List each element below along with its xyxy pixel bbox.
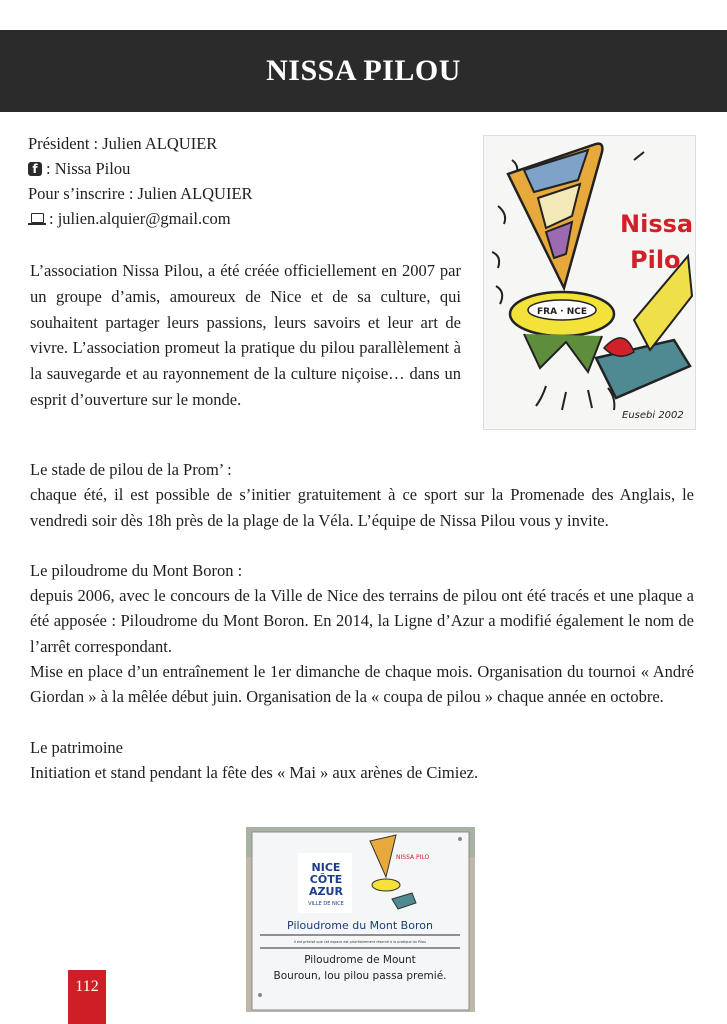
section-line: Initiation et stand pendant la fête des « Mai » aux arènes de Cimiez. <box>30 762 479 782</box>
intro-paragraph: L’association Nissa Pilou, a été créée officiellement en 2007 par un groupe d’amis, amoureux de Nice et de sa culture, qui souhaitent partager leurs passions, leurs savoirs et leur art de vivre. L’association promeut la pratique du pilou parallèlement à la sauvegarde et au rayonnement de la culture niçoise… dans un esprit d’ouverture sur le monde. <box>30 261 461 409</box>
laptop-icon <box>28 212 46 226</box>
title-banner <box>0 30 727 112</box>
section-heading: Le piloudrome du Mont Boron : <box>30 560 243 580</box>
artwork-banner: FRA · NCE <box>536 307 588 317</box>
logo-line: CÔTE <box>309 873 343 886</box>
page-number: 112 <box>68 970 106 1024</box>
section-line: chaque été, il est possible de s’initier gratuitement à ce sport sur la Promenade des Anglais, le vendredi soir dès 18h près de la plage de la Véla. L’équipe de Nissa Pilou vous y invite. <box>30 485 694 530</box>
sign-small-text: Il est précisé que cet espace est prioritairement réservé à la pratique du Pilou <box>293 940 427 944</box>
section-line: Mise en place d’un entraînement le 1er dimanche de chaque mois. Organisation du tournoi « André Giordan » à la mêlée début juin. Organisation de la « coupa de pilou » chaque année en octobre. <box>30 662 694 707</box>
pilou-drawing <box>484 136 695 429</box>
email-line <box>28 206 253 231</box>
artwork-signature: Eusebi 2002 <box>622 410 684 421</box>
register-line: Pour s’inscrire : Julien ALQUIER <box>28 184 253 203</box>
section-heading: Le patrimoine <box>30 737 124 757</box>
page-title: NISSA PILOU <box>266 54 461 87</box>
sign-nicois-line: Bouroun, lou pilou passa premié. <box>273 970 447 982</box>
pilou-artwork <box>483 135 696 430</box>
facebook-icon: f <box>28 162 42 176</box>
artwork-caption-nissa: Nissa <box>620 210 694 238</box>
facebook-text: : Nissa Pilou <box>46 159 131 178</box>
logo-sub: VILLE DE NICE <box>308 901 344 907</box>
section-heading: Le stade de pilou de la Prom’ : <box>30 460 232 479</box>
facebook-line <box>28 156 253 181</box>
piloudrome-sign-photo <box>246 827 475 1012</box>
mini-logo: NISSA PILO <box>396 854 430 861</box>
section-line: depuis 2006, avec le concours de la Ville de Nice des terrains de pilou ont été tracés et une plaque a été apposée : Piloudrome du Mont Boron. En 2014, la Ligne d’Azur a modifié également le nom de l’arrêt correspondant. <box>30 586 694 656</box>
body-text <box>30 457 694 810</box>
email-text: : julien.alquier@gmail.com <box>49 209 231 228</box>
sign-drawing <box>246 827 475 1012</box>
sign-title: Piloudrome du Mont Boron <box>287 919 433 932</box>
section-piloudrome <box>30 558 694 710</box>
logo-line: NICE <box>311 861 341 874</box>
president-line: Président : Julien ALQUIER <box>28 134 218 153</box>
logo-line: AZUR <box>309 885 343 898</box>
section-stade <box>30 457 694 533</box>
sign-nicois-line: Piloudrome de Mount <box>304 954 416 966</box>
section-patrimoine <box>30 735 694 786</box>
artwork-caption-pilo: Pilo <box>630 246 681 274</box>
contact-block <box>28 131 253 231</box>
